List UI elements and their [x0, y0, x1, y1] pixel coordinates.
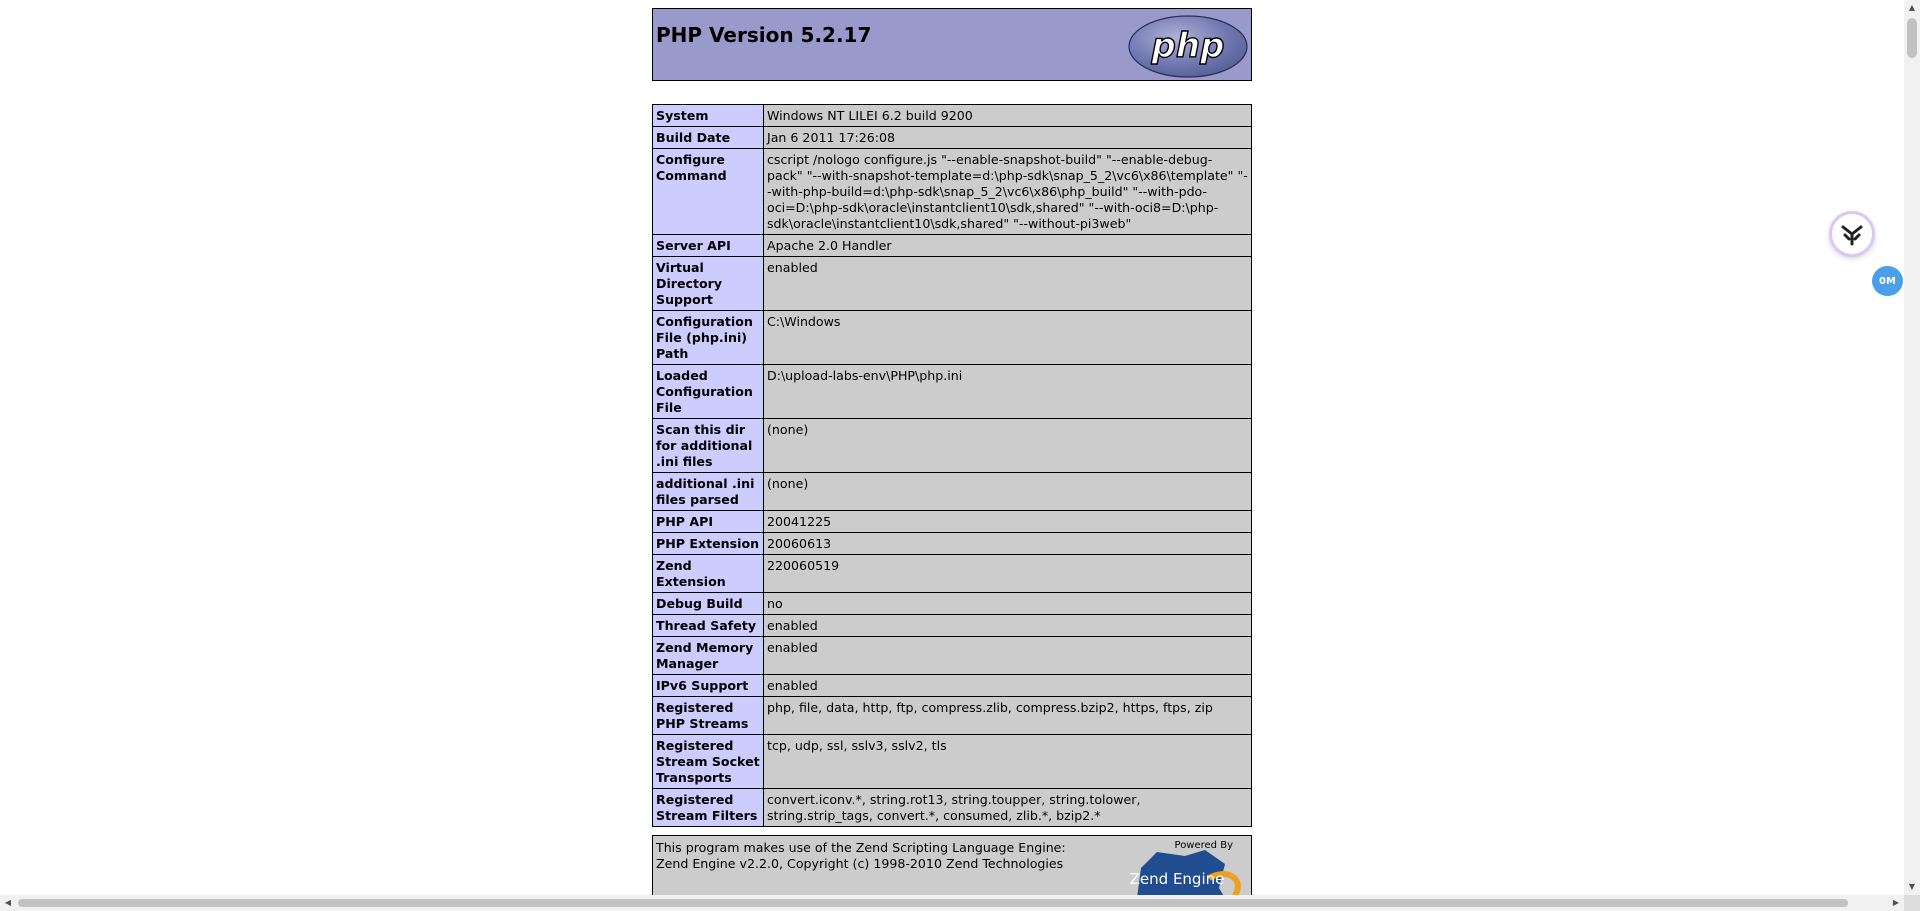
info-key: Server API [653, 235, 764, 257]
info-key: Loaded Configuration File [653, 365, 764, 419]
network-speed-badge[interactable]: 0M [1872, 266, 1903, 296]
info-row [653, 533, 1252, 555]
info-value: convert.iconv.*, string.rot13, string.toupper, string.tolower, string.strip_tags, convert.*, consumed, zlib.*, bzip2.* [764, 789, 1252, 827]
horizontal-scrollbar[interactable] [0, 895, 1920, 911]
info-key: Zend Memory Manager [653, 637, 764, 675]
floating-assistant-button[interactable] [1829, 211, 1875, 257]
info-row [653, 511, 1252, 533]
svg-text:Zend Engine: Zend Engine [1129, 870, 1225, 888]
php-version-header [652, 8, 1252, 81]
info-row [653, 365, 1252, 419]
zend-engine-logo-icon [1127, 838, 1247, 895]
info-value: 20060613 [764, 533, 1252, 555]
info-row [653, 311, 1252, 365]
info-value: (none) [764, 419, 1252, 473]
info-key: System [653, 105, 764, 127]
info-row [653, 697, 1252, 735]
info-value: Jan 6 2011 17:26:08 [764, 127, 1252, 149]
info-row [653, 555, 1252, 593]
credits-line-2: Zend Engine v2.2.0, Copyright (c) 1998-2010 Zend Technologies [656, 856, 1064, 871]
info-value: 220060519 [764, 555, 1252, 593]
scroll-right-arrow-icon[interactable]: ▶ [1892, 898, 1900, 907]
info-row [653, 789, 1252, 827]
scroll-left-arrow-icon[interactable]: ◀ [4, 898, 12, 907]
info-value: enabled [764, 257, 1252, 311]
php-logo-icon [1128, 15, 1248, 78]
credits-line-1: This program makes use of the Zend Scripting Language Engine: [656, 840, 1066, 855]
info-key: additional .ini files parsed [653, 473, 764, 511]
info-row [653, 127, 1252, 149]
info-row [653, 257, 1252, 311]
info-value: Apache 2.0 Handler [764, 235, 1252, 257]
info-value: C:\Windows [764, 311, 1252, 365]
info-key: Debug Build [653, 593, 764, 615]
info-value: (none) [764, 473, 1252, 511]
vertical-scrollbar[interactable] [1904, 0, 1920, 895]
assistant-logo-icon [1839, 221, 1865, 247]
info-key: Virtual Directory Support [653, 257, 764, 311]
credits-text [656, 840, 1066, 872]
info-row [653, 637, 1252, 675]
info-row [653, 419, 1252, 473]
info-value: enabled [764, 615, 1252, 637]
info-key: PHP API [653, 511, 764, 533]
info-value: no [764, 593, 1252, 615]
php-info-table [652, 104, 1252, 827]
info-key: Scan this dir for additional .ini files [653, 419, 764, 473]
scroll-down-arrow-icon[interactable]: ▼ [1908, 882, 1916, 891]
scrollbar-corner [1904, 895, 1920, 911]
info-row [653, 149, 1252, 235]
vertical-scroll-thumb[interactable] [1907, 18, 1917, 58]
powered-by-label: Powered By [1174, 840, 1233, 851]
info-key: IPv6 Support [653, 675, 764, 697]
info-row [653, 593, 1252, 615]
info-value: enabled [764, 675, 1252, 697]
info-key: Configure Command [653, 149, 764, 235]
info-value: cscript /nologo configure.js "--enable-snapshot-build" "--enable-debug-pack" "--with-snapshot-template=d:\php-sdk\snap_5_2\vc6\x86\template" "--with-php-build=d:\php-sdk\snap_5_2\vc6\x86\php_build" "--with-pdo-oci=D:\php-sdk\oracle\instantclient10\sdk,shared" "--with-oci8=D:\php-sdk\oracle\instantclient10\sdk,shared" "--without-pi3web" [764, 149, 1252, 235]
info-key: Registered PHP Streams [653, 697, 764, 735]
info-row [653, 235, 1252, 257]
info-key: Build Date [653, 127, 764, 149]
info-key: Zend Extension [653, 555, 764, 593]
info-value: Windows NT LILEI 6.2 build 9200 [764, 105, 1252, 127]
info-key: Registered Stream Socket Transports [653, 735, 764, 789]
info-row [653, 675, 1252, 697]
info-value: tcp, udp, ssl, sslv3, sslv2, tls [764, 735, 1252, 789]
info-key: Configuration File (php.ini) Path [653, 311, 764, 365]
info-row [653, 615, 1252, 637]
info-value: php, file, data, http, ftp, compress.zlib, compress.bzip2, https, ftps, zip [764, 697, 1252, 735]
info-key: Registered Stream Filters [653, 789, 764, 827]
info-row [653, 735, 1252, 789]
zend-credits-box [652, 835, 1252, 895]
info-value: 20041225 [764, 511, 1252, 533]
info-key: PHP Extension [653, 533, 764, 555]
info-row [653, 105, 1252, 127]
scroll-up-arrow-icon[interactable]: ▲ [1908, 3, 1916, 12]
page-title: PHP Version 5.2.17 [656, 23, 872, 47]
info-row [653, 473, 1252, 511]
horizontal-scroll-thumb[interactable] [18, 899, 1848, 907]
info-value: D:\upload-labs-env\PHP\php.ini [764, 365, 1252, 419]
info-value: enabled [764, 637, 1252, 675]
info-key: Thread Safety [653, 615, 764, 637]
svg-text:php: php [1151, 26, 1225, 66]
